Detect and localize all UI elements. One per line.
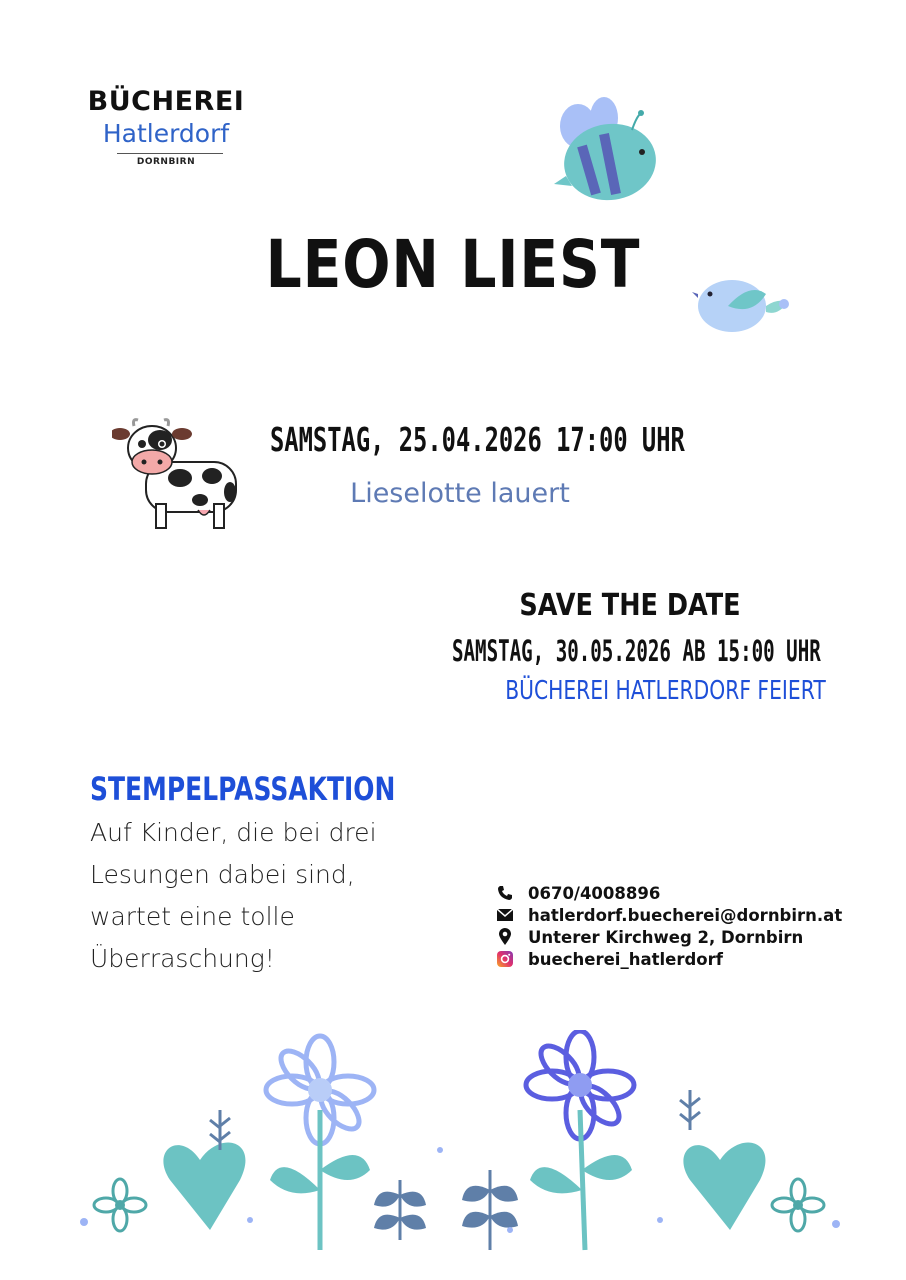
stempelpass-heading: STEMPELPASSAKTION (90, 770, 396, 808)
bee-illustration (552, 94, 662, 204)
contact-instagram-text[interactable]: buecherei_hatlerdorf (528, 949, 723, 969)
save-the-date-date: SAMSTAG, 30.05.2026 AB 15:00 UHR (452, 634, 821, 668)
contact-instagram (496, 948, 876, 970)
contact-list (496, 882, 876, 970)
event-book-title: Lieselotte lauert (350, 478, 570, 509)
location-pin-icon (496, 928, 514, 946)
save-the-date-subtitle: BÜCHEREI HATLERDORF FEIERT (505, 676, 826, 706)
contact-phone (496, 882, 876, 904)
logo-subtitle: Hatlerdorf (102, 119, 230, 148)
contact-phone-text[interactable]: 0670/4008896 (528, 883, 661, 903)
instagram-icon (496, 950, 514, 968)
contact-address-text: Unterer Kirchweg 2, Dornbirn (528, 927, 804, 947)
contact-address (496, 926, 876, 948)
event-date: SAMSTAG, 25.04.2026 17:00 UHR (270, 420, 685, 459)
floral-decoration (70, 1030, 850, 1270)
contact-email (496, 904, 876, 926)
phone-icon (496, 884, 514, 902)
cow-illustration (112, 418, 244, 534)
logo-city: DORNBIRN (136, 157, 196, 167)
save-the-date-heading: SAVE THE DATE (519, 588, 741, 623)
page-title: LEON LIEST (265, 226, 641, 303)
bird-illustration (692, 272, 796, 336)
contact-email-text[interactable]: hatlerdorf.buecherei@dornbirn.at (528, 905, 843, 925)
logo-divider (117, 153, 223, 154)
logo-title: BÜCHEREI (87, 86, 245, 117)
stempelpass-text: Auf Kinder, die bei drei Lesungen dabei sind, wartet eine tolle Überraschung! (90, 818, 377, 973)
mail-icon (496, 906, 514, 924)
